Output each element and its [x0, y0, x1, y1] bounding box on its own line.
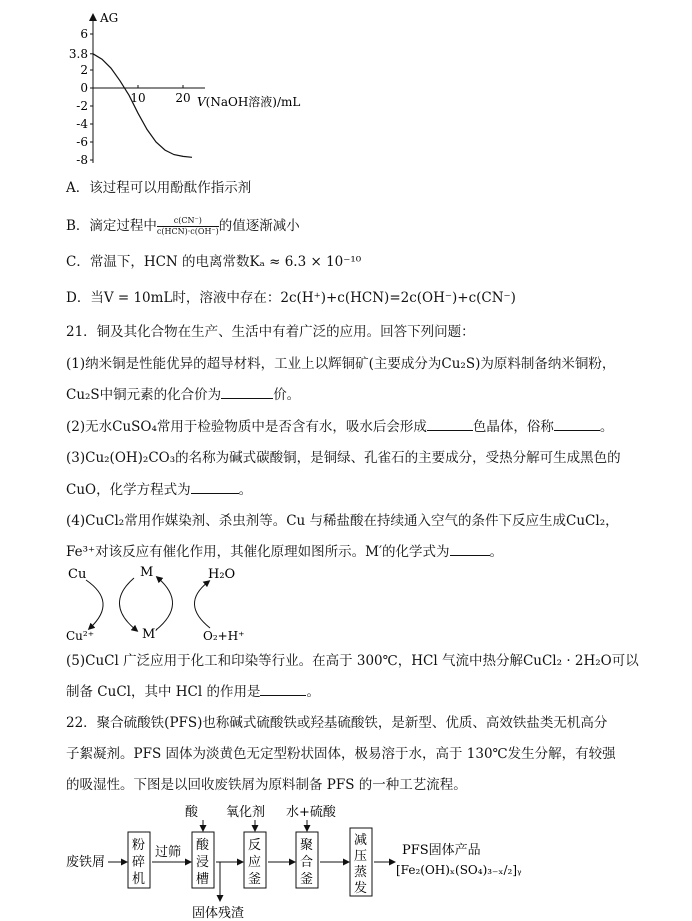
arrow-mprime-to-m: [156, 578, 173, 630]
flow-box-crusher-2: 碎: [132, 855, 146, 870]
q21-p3-blank[interactable]: [191, 481, 239, 494]
flow-box-reactor-1: 反: [248, 838, 262, 853]
flow-product-formula: [Fe₂(OH)ₓ(SO₄)₃₋ₓ/₂]ᵧ: [396, 863, 522, 877]
pfs-process-flow: [60, 800, 692, 921]
q22-line2: 子絮凝剂。PFS 固体为淡黄色无定型粉状固体，极易溶于水，高于 130℃发生分解，有较强: [66, 746, 616, 762]
cycle-h2o: H₂O: [208, 567, 236, 582]
q21-p3-line2: [66, 481, 252, 499]
q21-p3-text: CuO，化学方程式为: [66, 482, 191, 498]
cycle-m: M: [140, 565, 154, 580]
y-tick-label-5: -4: [76, 117, 88, 131]
option-d: D．当V = 10mL时，溶液中存在：2c(H⁺)+c(HCN)=2c(OH⁻)+c(CN⁻): [66, 290, 516, 306]
flow-box-leach-1: 酸: [196, 838, 210, 853]
flow-box-leach-2: 浸: [196, 855, 210, 870]
y-axis-label: AG: [100, 11, 119, 25]
y-tick-label-2: 2: [80, 63, 88, 77]
flow-box-evaporator-1: 减: [354, 833, 368, 848]
q21-p2-blank2[interactable]: [554, 418, 600, 431]
option-a: A．该过程可以用酚酞作指示剂: [66, 180, 252, 196]
arrow-o2-to-h2o: [194, 582, 210, 628]
q21-p4-line2: [66, 543, 503, 561]
q21-p1-line1: (1)纳米铜是性能优异的超导材料，工业上以辉铜矿(主要成分为Cu₂S)为原料制备纳米铜粉，: [66, 356, 616, 372]
q21-p1-blank[interactable]: [221, 386, 273, 399]
option-b-prefix: B．滴定过程中: [66, 218, 157, 234]
y-tick-label-6: -6: [76, 135, 88, 149]
q21-p3-end: 。: [238, 482, 253, 498]
q22-line3: 的吸湿性。下图是以回收废铁屑为原料制备 PFS 的一种工艺流程。: [66, 777, 467, 793]
q21-p2-end: 。: [599, 419, 614, 435]
q21-p2: [66, 418, 613, 436]
arrow-cu-to-cu2: [86, 580, 103, 628]
q22-line1: 22．聚合硫酸铁(PFS)也称碱式硫酸铁或羟基硫酸铁，是新型、优质、高效铁盐类无机高分: [66, 715, 608, 731]
q21-p2-text2: 色晶体，俗称: [472, 419, 554, 435]
q21-p5-line1: (5)CuCl 广泛应用于化工和印染等行业。在高于 300℃，HCl 气流中热分解CuCl₂ · 2H₂O可以: [66, 653, 639, 669]
q21-p2-text: (2)无水CuSO₄常用于检验物质中是否含有水，吸水后会形成: [66, 419, 427, 435]
flow-oxidant-label: 氧化剂: [226, 805, 266, 820]
flow-box-evaporator-3: 蒸: [354, 865, 368, 880]
ag-curve: [93, 54, 192, 158]
q21-p5-end: 。: [306, 684, 320, 700]
option-c: C．常温下，HCN 的电离常数Kₐ ≈ 6.3 × 10⁻¹⁰: [66, 254, 362, 270]
q21-p3-line1: (3)Cu₂(OH)₂CO₃的名称为碱式碳酸铜，是铜绿、孔雀石的主要成分，受热分解可生成黑色的: [66, 450, 621, 466]
x-axis-label: V(NaOH溶液)/mL: [197, 95, 301, 109]
flow-residue: 固体残渣: [192, 906, 245, 921]
cycle-mprime: M′: [142, 627, 159, 642]
flow-box-crusher-1: 粉: [132, 838, 146, 853]
y-tick-label-0: 6: [80, 27, 88, 41]
flow-box-polymer-3: 釜: [300, 872, 314, 887]
option-b-denominator: c(HCN)·c(OH⁻): [156, 226, 219, 236]
flow-water-acid-label: 水+硫酸: [286, 805, 336, 820]
q21-p1-text: Cu₂S中铜元素的化合价为: [66, 387, 222, 403]
option-b-suffix: 的值逐渐减小: [218, 218, 300, 234]
catalytic-cycle-diagram: [60, 560, 260, 650]
flow-box-polymer-1: 聚: [300, 838, 314, 853]
flow-box-leach-3: 槽: [196, 872, 210, 887]
q21-p4-end: 。: [489, 544, 504, 560]
flow-box-polymer-2: 合: [300, 855, 314, 870]
q21-p5-blank[interactable]: [260, 683, 306, 696]
flow-step-sieve: 过筛: [155, 845, 182, 860]
x-tick-label-1: 20: [175, 91, 191, 105]
q21-p1-line2: [66, 386, 300, 404]
y-tick-label-7: -8: [76, 153, 88, 167]
flow-box-evaporator-2: 压: [354, 849, 368, 864]
flow-input: 废铁屑: [66, 855, 106, 870]
flow-box-crusher-3: 机: [132, 872, 146, 887]
option-b-fraction: [157, 216, 219, 237]
y-tick-label-4: -2: [76, 99, 88, 113]
flow-box-reactor-2: 应: [248, 855, 262, 870]
ag-titration-chart: [0, 0, 330, 175]
cycle-cu2plus: Cu²⁺: [66, 629, 95, 643]
x-tick-label-0: 10: [130, 91, 146, 105]
q21-p4-line1: (4)CuCl₂常用作媒染剂、杀虫剂等。Cu 与稀盐酸在持续通入空气的条件下反应生成CuCl₂，: [66, 513, 619, 529]
q21-p4-blank[interactable]: [450, 543, 490, 556]
q21-p2-blank1[interactable]: [427, 418, 473, 431]
flow-acid-label: 酸: [185, 805, 199, 820]
cycle-o2-h: O₂+H⁺: [203, 629, 245, 643]
q21-p5-line2: [66, 683, 320, 701]
option-b-numerator: c(CN⁻): [157, 216, 219, 227]
q21-title: 21．铜及其化合物在生产、生活中有着广泛的应用。回答下列问题：: [66, 324, 475, 340]
y-tick-label-3: 0: [80, 81, 88, 95]
option-b: [66, 213, 300, 239]
arrow-m-to-mprime: [119, 578, 136, 630]
q21-p5-text: 制备 CuCl，其中 HCl 的作用是: [66, 684, 261, 700]
flow-product: PFS固体产品: [402, 843, 481, 858]
flow-box-evaporator-4: 发: [354, 881, 368, 896]
cycle-cu: Cu: [68, 567, 87, 582]
q21-p4-text: Fe³⁺对该反应有催化作用，其催化原理如图所示。M′的化学式为: [66, 544, 450, 560]
flow-box-reactor-3: 釜: [248, 872, 262, 887]
q21-p1-end: 价。: [273, 387, 301, 403]
y-tick-label-1: 3.8: [68, 46, 88, 61]
